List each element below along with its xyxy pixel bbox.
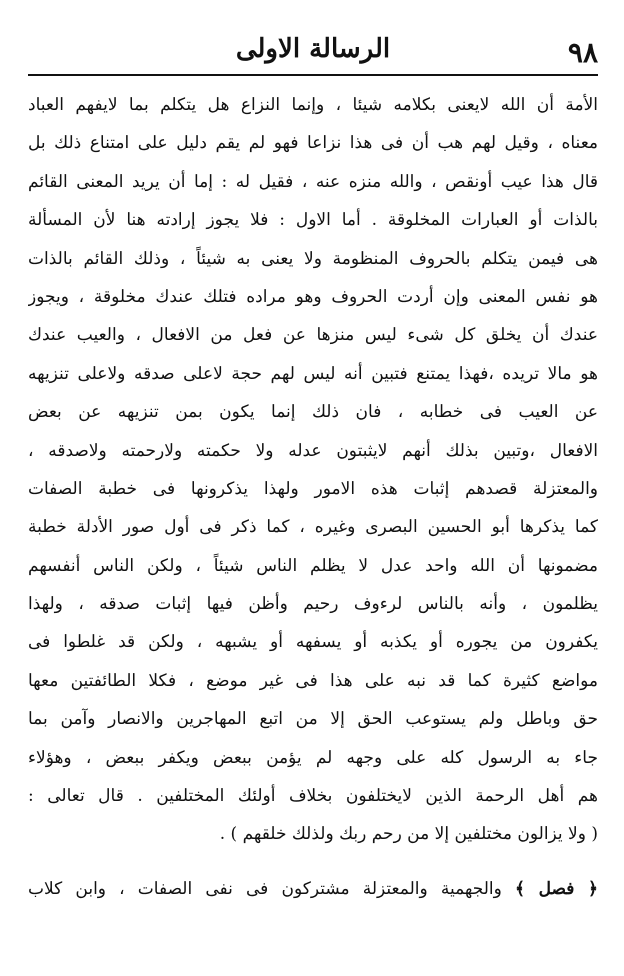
- section-label: ﴿ فصل ﴾: [515, 879, 598, 899]
- text-line: الافعال ،وتبين بذلك أنهم لايثبتون عدله ولا حكمته ولارحمته ولاصدقه ،: [28, 440, 598, 461]
- text-line: عندك أن يخلق كل شىء ليس منزها عن فعل من الافعال ، والعيب عندك: [28, 325, 598, 346]
- text-line: بالذات أو العبارات المخلوقة . أما الاول : فلا يجوز إرادته هنا لأن المسألة: [28, 210, 598, 231]
- text-line: كما يذكرها أبو الحسين البصرى وغيره ، كما ذكر فى أول صور الأدلة خطبة: [28, 517, 598, 538]
- section-text: والجهمية والمعتزلة مشتركون فى نفى الصفات ، وابن كلاب: [28, 879, 502, 899]
- text-line: مواضع كثيرة كما قد نبه على هذا فى غير موضع ، فكلا الطائفتين معها: [28, 670, 598, 691]
- text-line: هو مالا تريده ،فهذا يمتنع فتبين أنه ليس لهم حجة لاعلى صدقه ولاعلى تنزيهه: [28, 363, 598, 384]
- text-line: والمعتزلة قصدهم إثبات هذه الامور ولهذا يذكرونها فى خطبة الصفات: [28, 478, 598, 499]
- page-header: [28, 30, 598, 76]
- text-line: حق وباطل ولم يستوعب الحق إلا من اتبع المهاجرين والانصار وآمن بما: [28, 709, 598, 730]
- text-line: معناه ، وقيل لهم هب أن فى هذا نزاعا فهو لم يقم دليل على امتناع ذلك بل: [28, 133, 598, 154]
- text-line: ( ولا يزالون مختلفين إلا من رحم ربك ولذلك خلقهم ) .: [219, 824, 598, 845]
- text-line: هى فيمن يتكلم بالحروف المنظومة ولا يعنى به شيئاً ، وذلك القائم بالذات: [28, 248, 598, 269]
- text-line: عن العيب فى خطابه ، فان ذلك إنما يكون بمن تنزيهه عن بعض: [28, 402, 598, 423]
- text-line: هو نفس المعنى وإن أردت الحروف وهو مراده فتلك عندك مخلوقة ، ويجوز: [28, 286, 598, 307]
- page-number: ٩٨: [567, 36, 598, 69]
- text-line: الأمة أن الله لايعنى بكلامه شيئا ، وإنما النزاع هل يتكلم بما لايفهم العباد: [28, 95, 598, 115]
- body-text: [28, 86, 598, 854]
- section-start: [28, 870, 598, 908]
- text-line: يكفرون من يجوره أو يكذبه أو يسفهه أو يشبهه ، ولكن قد غلطوا فى: [28, 632, 598, 653]
- text-line: هم أهل الرحمة الذين لايختلفون بخلاف أولئك المختلفين . قال تعالى :: [28, 786, 598, 807]
- text-line: قال هذا عيب أونقص ، والله منزه عنه ، فقيل له : إما أن يريد المعنى القائم: [28, 171, 598, 192]
- running-title: الرسالة الاولى: [235, 34, 391, 64]
- text-line: جاء به الرسول كله على وجهه لم يؤمن ببعض ويكفر ببعض ، وهؤلاء: [28, 747, 598, 768]
- text-line: يظلمون ، وأنه بالناس لرءوف رحيم وأظن فيها إثبات صدقه ، ولهذا: [28, 594, 598, 615]
- text-line: مضمونها أن الله واحد عدل لا يظلم الناس شيئاً ، ولكن الناس أنفسهم: [28, 555, 598, 576]
